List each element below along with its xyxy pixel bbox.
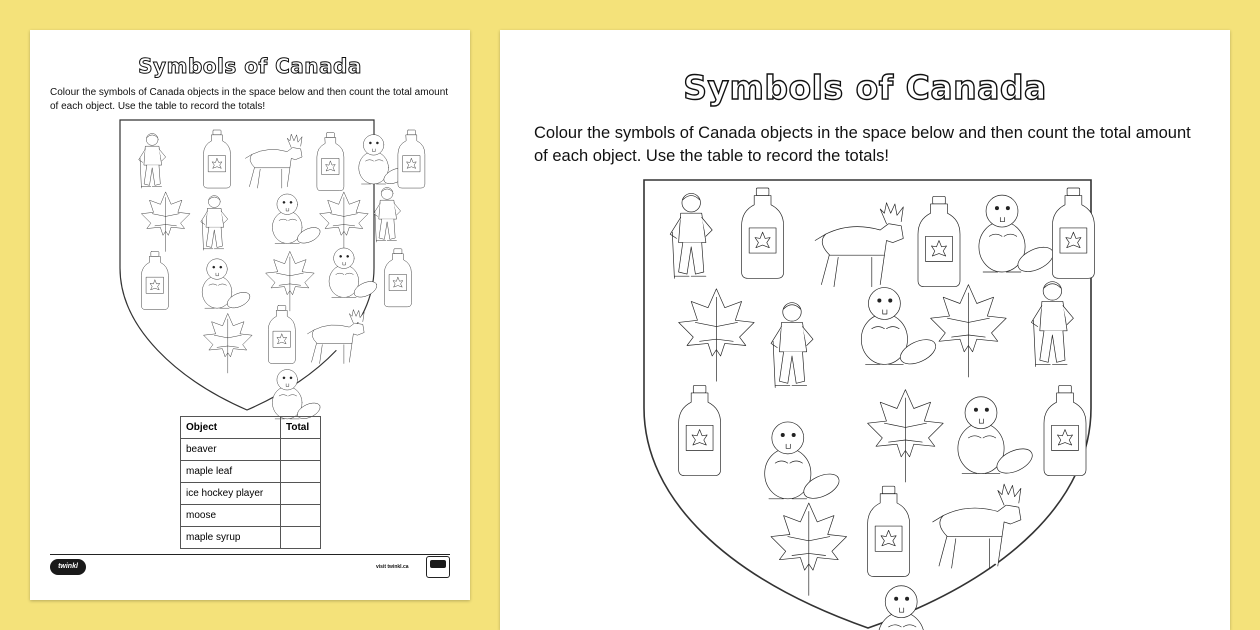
row-label-moose: moose [181,505,281,527]
quality-badge-icon [426,556,450,578]
total-input-beaver[interactable] [281,439,321,461]
total-input-maple-leaf[interactable] [281,461,321,483]
table-row [181,483,321,505]
worksheet-title: Symbols of Canada [138,54,362,78]
shield-coloring-area-large [640,178,1095,630]
row-label-beaver: beaver [181,439,281,461]
shield-coloring-area [116,118,378,412]
twinkl-logo: twinkl [50,559,86,575]
tally-header-row [181,417,321,439]
row-label-maple-leaf: maple leaf [181,461,281,483]
worksheet-preview-page [30,30,470,600]
worksheet-title-large: Symbols of Canada [683,68,1047,107]
table-row [181,527,321,549]
row-label-maple-syrup: maple syrup [181,527,281,549]
table-row [181,461,321,483]
total-input-moose[interactable] [281,505,321,527]
table-row [181,439,321,461]
tally-table [180,416,321,549]
worksheet-zoomed-page [500,30,1230,630]
row-label-ice-hockey-player: ice hockey player [181,483,281,505]
visit-twinkl-link[interactable]: visit twinkl.ca [376,564,409,570]
header-total: Total [281,417,321,439]
shield-outline [116,118,378,412]
worksheet-instructions-large: Colour the symbols of Canada objects in the space below and then count the total amount of each object. Use the table to record the totals! [534,124,1191,165]
total-input-ice-hockey-player[interactable] [281,483,321,505]
worksheet-instructions: Colour the symbols of Canada objects in the space below and then count the total amount of each object. Use the table to record the totals! [50,87,449,112]
header-object: Object [181,417,281,439]
shield-outline-large [640,178,1095,630]
total-input-maple-syrup[interactable] [281,527,321,549]
table-row [181,505,321,527]
footer-divider [50,554,450,555]
